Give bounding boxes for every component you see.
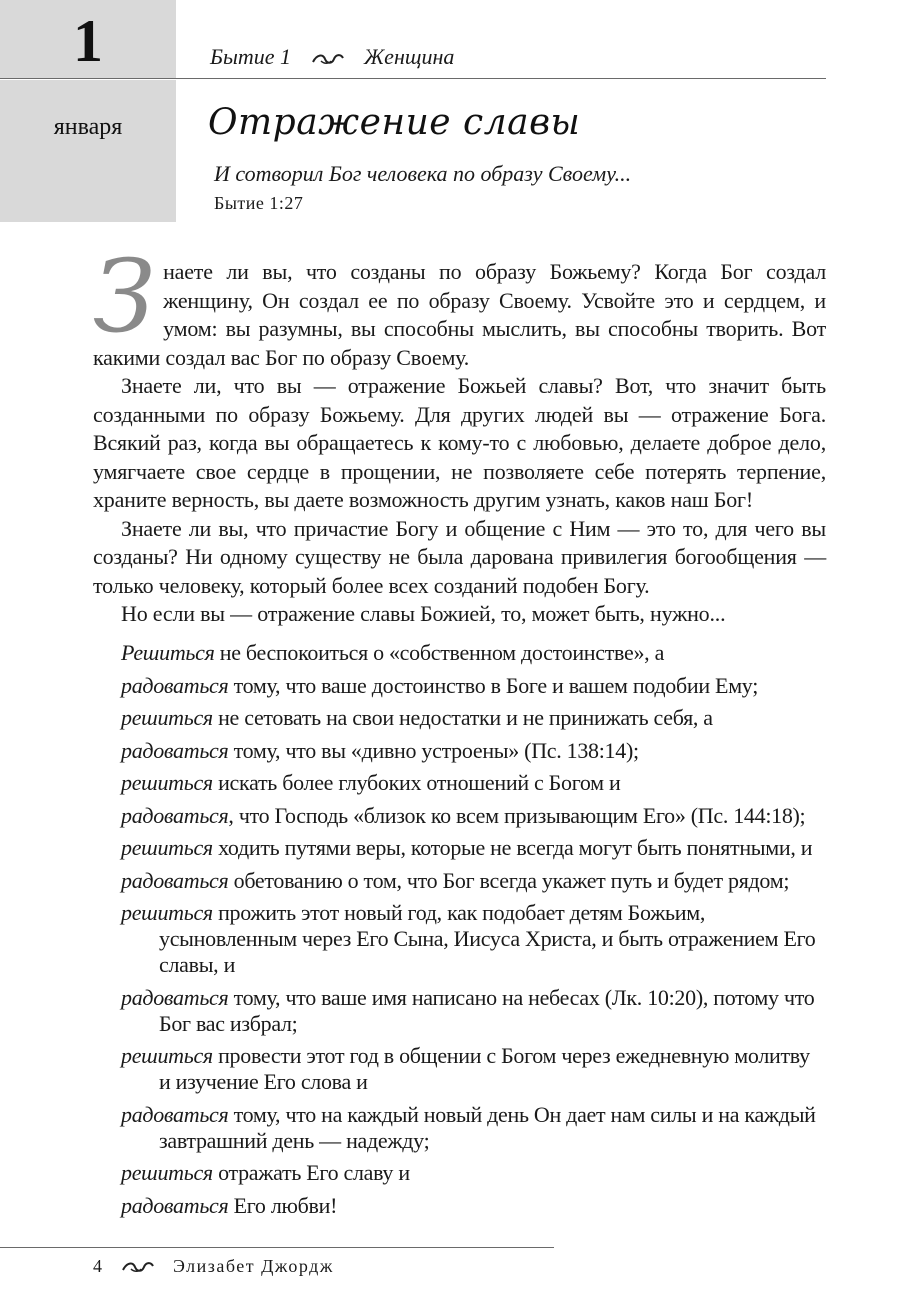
author-name: Элизабет Джордж (173, 1256, 334, 1276)
running-head-theme: Женщина (364, 44, 455, 69)
list-item-verb: решиться (121, 835, 213, 860)
list-item-verb: решиться (121, 900, 213, 925)
date-day-box (0, 0, 176, 78)
body-text (93, 238, 826, 629)
list-item (121, 868, 826, 894)
body-paragraph: Но если вы — отражение славы Божией, то, может быть, нужно... (121, 601, 726, 626)
list-item-text: тому, что на каждый новый день Он дает нам силы и на каждый завтрашний день — надежду; (159, 1101, 816, 1153)
list-item-verb: Решиться (121, 640, 215, 665)
page-number: 4 (93, 1256, 102, 1276)
header-rule (0, 78, 826, 79)
list-item (121, 640, 826, 666)
footer-rule (0, 1247, 554, 1248)
epigraph-text: И сотворил Бог человека по образу Своему... (214, 161, 632, 186)
list-item-verb: радоваться (121, 737, 229, 763)
list-item-text: отражать Его славу и (212, 1160, 410, 1185)
list-item-text: искать более глубоких отношений с Богом и (212, 770, 621, 795)
list-item (121, 1102, 826, 1154)
list-item-verb: радоваться (121, 867, 229, 893)
list-item-verb: радоваться (121, 802, 229, 828)
body-paragraph (93, 238, 826, 372)
list-item (121, 770, 826, 796)
list-item-text: провести этот год в общении с Богом через ежедневную молитву и изучение Его слова и (159, 1043, 810, 1094)
list-item (121, 985, 826, 1037)
epigraph-reference: Бытие 1:27 (214, 193, 304, 213)
list-item-verb: решиться (121, 705, 213, 730)
list-item-text: тому, что ваше достоинство в Боге и вашем подобии Ему; (228, 672, 759, 698)
list-item (121, 1043, 826, 1095)
body-paragraph-text: наете ли вы, что созданы по образу Божьему? Когда Бог создал женщину, Он создал ее по образу Своему. Усвойте это и сердцем, и умом: вы разумны, вы способны мыслить, вы способны творить. Вот какими создал вас Бог по образу Своему. (93, 259, 826, 370)
body-paragraph: Знаете ли вы, что причастие Богу и общение с Ним — это то, для чего вы созданы? Ни одному существу не была дарована привилегия богообщения — только человеку, который более всех созданий подобен Богу. (93, 515, 826, 598)
list-item (121, 803, 826, 829)
body-paragraph: Знаете ли, что вы — отражение Божьей славы? Вот, что значит быть созданными по образу Божьему. Для других людей вы — отражение Бога. Всякий раз, когда вы обращаетесь к кому-то с любовью, делаете доброе дело, умягчаете свое сердце в прощении, не позволяете себе потерять терпение, храните верность, вы даете возможность другим узнать, каков наш Бог! (93, 373, 826, 512)
list-item (121, 1160, 826, 1186)
list-item-verb: решиться (121, 1160, 213, 1185)
list-item-text: не беспокоиться о «собственном достоинстве», а (214, 640, 665, 665)
swirl-ornament-icon (121, 1254, 155, 1282)
list-item-verb: радоваться (121, 984, 229, 1010)
date-month-box (0, 80, 176, 222)
list-item (121, 705, 826, 731)
list-item-text: не сетовать на свои недостатки и не принижать себя, а (212, 705, 713, 730)
list-item-text: обетованию о том, что Бог всегда укажет путь и будет рядом; (228, 867, 790, 893)
list-item-text: тому, что ваше имя написано на небесах (Лк. 10:20), потому что Бог вас избрал; (159, 984, 815, 1036)
page-title: Отражение славы (208, 102, 581, 143)
list-item (121, 673, 826, 699)
running-head-book: Бытие 1 (210, 44, 292, 69)
list-item-verb: решиться (121, 1043, 213, 1068)
date-day-number: 1 (73, 8, 103, 74)
list-item (121, 835, 826, 861)
list-item-text: прожить этот новый год, как подобает детям Божьим, усыновленным через Его Сына, Иисуса Христа, и быть отражением Его славы, и (159, 900, 816, 977)
list-item (121, 1193, 826, 1219)
list-item-text: Его любви! (228, 1192, 338, 1218)
resolution-list (121, 640, 826, 1225)
list-item-text: ходить путями веры, которые не всегда могут быть понятными, и (212, 835, 813, 860)
list-item (121, 900, 826, 978)
list-item-text: тому, что вы «дивно устроены» (Пс. 138:14); (228, 737, 639, 763)
page-footer (93, 1252, 334, 1280)
list-item-verb: решиться (121, 770, 213, 795)
running-head (210, 42, 454, 72)
list-item-verb: радоваться (121, 1192, 229, 1218)
date-month-label: января (53, 114, 123, 140)
drop-cap: З (93, 238, 156, 355)
swirl-ornament-icon (311, 44, 345, 74)
list-item (121, 738, 826, 764)
list-item-verb: радоваться (121, 1101, 229, 1127)
list-item-verb: радоваться (121, 672, 229, 698)
list-item-text: , что Господь «близок ко всем призывающим Его» (Пс. 144:18); (228, 802, 806, 828)
